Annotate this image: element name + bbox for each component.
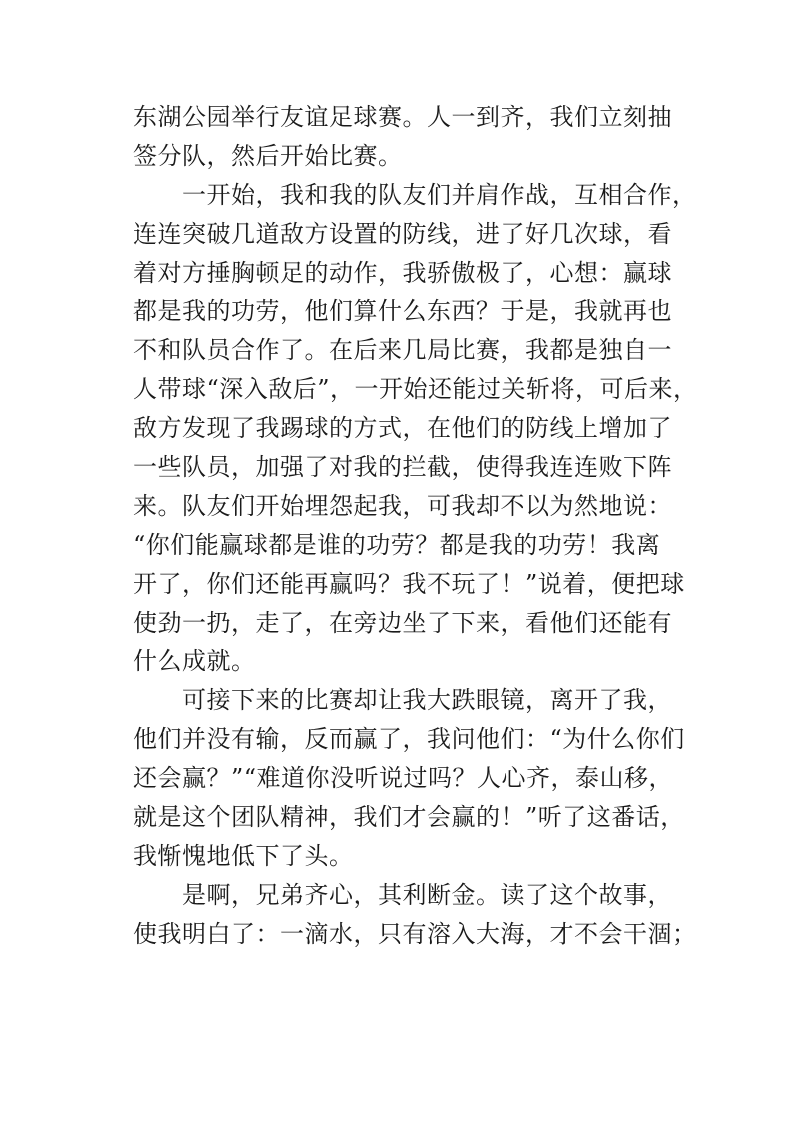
- essay-text: [133, 98, 698, 954]
- text-line: 他们并没有输，反而赢了，我问他们：“为什么你们: [133, 725, 685, 754]
- text-line: “你们能赢球都是谁的功劳？都是我的功劳！我离: [133, 530, 661, 559]
- text-line: 就是这个团队精神，我们才会赢的！”听了这番话，: [133, 803, 685, 832]
- text-line: 可接下来的比赛却让我大跌眼镜，离开了我，: [133, 686, 672, 715]
- text-line: 还会赢？”“难道你没听说过吗？人心齐，泰山移，: [133, 764, 674, 793]
- text-line: 一些队员，加强了对我的拦截，使得我连连败下阵: [133, 453, 672, 482]
- text-line: 一开始，我和我的队友们并肩作战，互相合作，: [133, 180, 697, 209]
- text-line: 我惭愧地低下了头。: [133, 841, 354, 870]
- text-line: 都是我的功劳，他们算什么东西？于是，我就再也: [133, 297, 672, 326]
- text-line: 是啊，兄弟齐心，其利断金。读了这个故事，: [133, 880, 672, 909]
- text-line: 开了，你们还能再赢吗？我不玩了！”说着，便把球: [133, 569, 685, 598]
- text-line: 人带球“深入敌后”，一开始还能过关斩将，可后来，: [133, 375, 698, 404]
- text-line: 东湖公园举行友谊足球赛。人一到齐，我们立刻抽: [133, 103, 672, 131]
- text-line: 不和队员合作了。在后来几局比赛，我都是独自一: [133, 336, 672, 365]
- text-line: 敌方发现了我踢球的方式，在他们的防线上增加了: [133, 414, 672, 443]
- text-line: 签分队，然后开始比赛。: [133, 141, 403, 170]
- text-line: 什么成就。: [133, 647, 256, 676]
- text-line: 连连突破几道敌方设置的防线，进了好几次球，看: [133, 219, 672, 248]
- text-line: 使劲一扔，走了，在旁边坐了下来，看他们还能有: [133, 608, 672, 637]
- text-line: 着对方捶胸顿足的动作，我骄傲极了，心想：赢球: [133, 258, 672, 287]
- text-line: 使我明白了：一滴水，只有溶入大海，才不会干涸；: [133, 919, 697, 948]
- text-line: 来。队友们开始埋怨起我，可我却不以为然地说：: [133, 491, 672, 520]
